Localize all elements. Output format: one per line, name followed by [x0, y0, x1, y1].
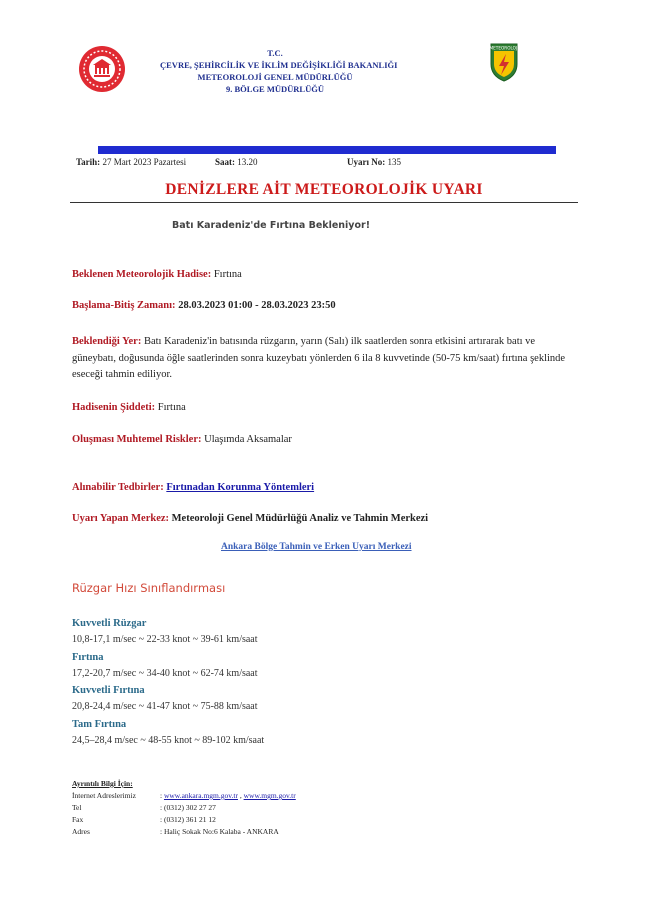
time-value: 13.20	[237, 157, 258, 167]
footer-colon: :	[160, 791, 163, 800]
event-severity	[72, 400, 186, 417]
mgm-website-link[interactable]: www.mgm.gov.tr	[243, 791, 296, 800]
time-info	[215, 157, 258, 167]
ministry-logo	[78, 45, 126, 93]
header-line-mgm: METEOROLOJİ GENEL MÜDÜRLÜĞÜ	[197, 72, 353, 82]
footer-internet-label: İnternet Adreslerimiz	[72, 791, 136, 800]
expected-event	[72, 267, 242, 284]
header-line-ministry: ÇEVRE, ŞEHİRCİLİK VE İKLİM DEĞİŞİKLİĞİ BAKANLIĞI	[160, 60, 398, 70]
header-line-region: 9. BÖLGE MÜDÜRLÜĞÜ	[226, 84, 324, 94]
expected-event-value: Fırtına	[213, 269, 242, 280]
center-value: Meteoroloji Genel Müdürlüğü Analiz ve Tahmin Merkezi	[171, 513, 429, 524]
footer-colon: :	[160, 827, 163, 836]
class-full-storm-value: 24,5–28,4 m/sec ~ 48-55 knot ~ 89-102 km/saat	[72, 735, 265, 746]
class-full-storm-name: Tam Fırtına	[72, 719, 127, 730]
date-label: Tarih:	[76, 157, 101, 167]
regional-center-link[interactable]: Ankara Bölge Tahmin ve Erken Uyarı Merkezi	[221, 542, 412, 552]
footer-tel-label: Tel	[72, 803, 82, 812]
footer-fax-row	[160, 815, 216, 824]
footer-colon: :	[160, 803, 163, 812]
warning-center	[72, 511, 428, 528]
meteorology-logo	[489, 42, 519, 82]
measures-link[interactable]: Fırtınadan Korunma Yöntemleri	[166, 482, 315, 493]
ankara-website-link[interactable]: www.ankara.mgm.gov.tr	[163, 791, 238, 800]
footer-tel-row	[160, 803, 216, 812]
date-value: 27 Mart 2023 Pazartesi	[102, 157, 187, 167]
severity-label: Hadisenin Şiddeti:	[72, 402, 156, 413]
class-storm-name: Fırtına	[72, 652, 104, 663]
warning-number-value: 135	[387, 157, 401, 167]
warning-number-label: Uyarı No:	[347, 157, 386, 167]
footer-colon: :	[160, 815, 163, 824]
start-end-time	[72, 298, 336, 315]
class-strong-storm-value: 20,8-24,4 m/sec ~ 41-47 knot ~ 75-88 km/saat	[72, 701, 258, 712]
warning-subtitle: Batı Karadeniz'de Fırtına Bekleniyor!	[172, 220, 371, 231]
wind-classification-title: Rüzgar Hızı Sınıflandırması	[72, 581, 226, 595]
class-strong-wind-value: 10,8-17,1 m/sec ~ 22-33 knot ~ 39-61 km/saat	[72, 634, 258, 645]
severity-value: Fırtına	[157, 402, 186, 413]
date-info	[76, 157, 186, 167]
measures	[72, 480, 314, 497]
footer-heading: Ayrıntılı Bilgi İçin:	[72, 779, 133, 788]
warning-title: DENİZLERE AİT METEOROLOJİK UYARI	[165, 181, 483, 198]
risks-value: Ulaşımda Aksamalar	[204, 434, 292, 445]
footer-address-label: Adres	[72, 827, 90, 836]
location-value: Batı Karadeniz'in batısında rüzgarın, yarın (Salı) ilk saatlerden sonra etkisini artırarak batı ve güneybatı, doğusunda öğle saatlerinden sonra kuzeybatı yönlerden 6 ila 8 kuvvetinde (50-75 km/saat) fırtına şeklinde eseceği tahmin ediliyor.	[72, 336, 566, 380]
footer-fax-value: (0312) 361 21 12	[163, 815, 216, 824]
time-label: Saat:	[215, 157, 235, 167]
header-line-tc: T.C.	[267, 48, 283, 58]
footer-fax-label: Fax	[72, 815, 84, 824]
expected-event-label: Beklenen Meteorolojik Hadise:	[72, 269, 212, 280]
class-strong-storm-name: Kuvvetli Fırtına	[72, 685, 145, 696]
footer-tel-value: (0312) 302 27 27	[163, 803, 216, 812]
possible-risks	[72, 432, 292, 449]
class-storm-value: 17,2-20,7 m/sec ~ 34-40 knot ~ 62-74 km/saat	[72, 668, 258, 679]
title-underline	[70, 202, 578, 203]
ministry-header	[160, 47, 398, 95]
start-end-value: 28.03.2023 01:00 - 28.03.2023 23:50	[178, 300, 336, 311]
class-strong-wind-name: Kuvvetli Rüzgar	[72, 618, 147, 629]
footer-link-separator: ,	[239, 791, 242, 800]
expected-location	[72, 334, 578, 384]
warning-number-info	[347, 157, 401, 167]
footer-address-value: Haliç Sokak No:6 Kalaba - ANKARA	[163, 827, 279, 836]
location-label: Beklendiği Yer:	[72, 336, 142, 347]
header-divider-bar	[98, 146, 556, 154]
start-end-label: Başlama-Bitiş Zamanı:	[72, 300, 176, 311]
footer-internet-row	[160, 791, 296, 800]
risks-label: Oluşması Muhtemel Riskler:	[72, 434, 202, 445]
center-label: Uyarı Yapan Merkez:	[72, 513, 170, 524]
meteorology-logo-text: METEOROLOJİ	[489, 45, 519, 51]
measures-label: Alınabilir Tedbirler:	[72, 482, 164, 493]
footer-address-row	[160, 827, 279, 836]
